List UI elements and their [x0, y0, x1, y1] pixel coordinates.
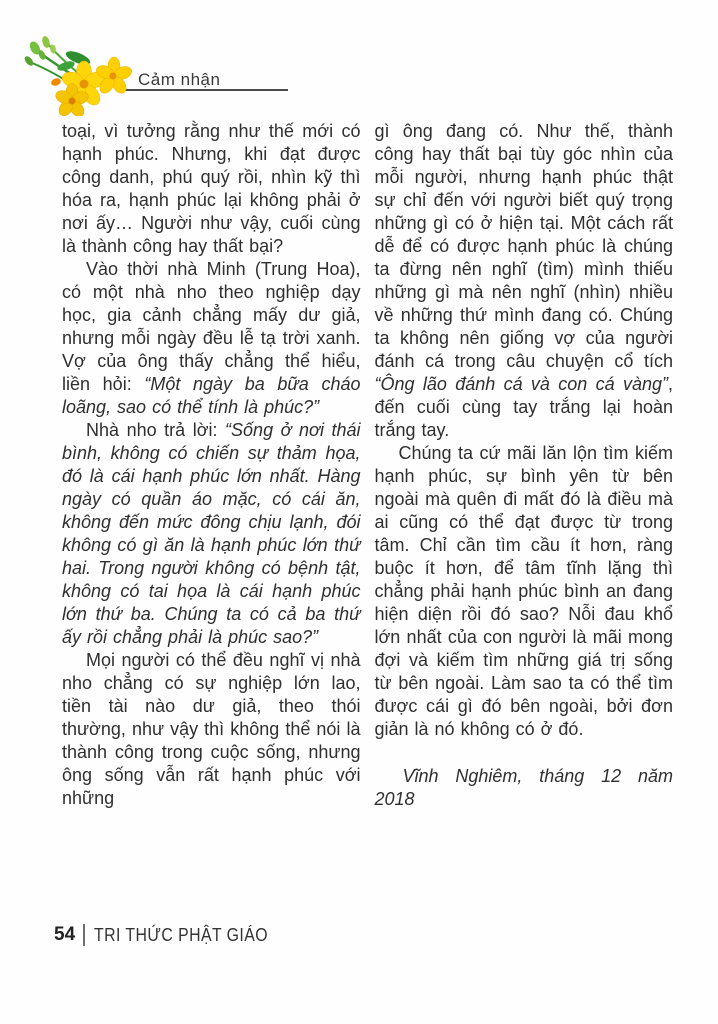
paragraph [375, 120, 674, 442]
quote-text-run: “Sống ở nơi thái bình, không có chiến sự thảm họa, đó là cái hạnh phúc lớn nhất. Hàng ngày có quần áo mặc, có cái ăn, không đến mức đông chịu lạnh, đói không có gì ăn là hạnh phúc lớn thứ hai. Trong người không có bệnh tật, không có tai họa là cái hạnh phúc lớn thứ ba. Chúng ta có cả ba thứ ấy rồi chẳng phải là phúc sao?” [62, 420, 361, 647]
article-body [62, 120, 673, 811]
page-number: 54 [54, 924, 76, 945]
footer-divider [83, 924, 85, 946]
paragraph [62, 258, 361, 419]
flower-decoration-icon [22, 36, 142, 116]
section-label: Cảm nhận [138, 70, 221, 89]
magazine-title: TRI THỨC PHẬT GIÁO [94, 924, 269, 945]
paragraph [62, 419, 361, 649]
text-run: gì ông đang có. Như thế, thành công hay thất bại tùy góc nhìn của mỗi người, nhưng hạnh phúc thật sự chỉ đến với người biết quý trọng những gì có ở hiện tại. Một cách rất dễ để có được hạnh phúc là chúng ta đừng nên nghĩ (tìm) mình thiếu những gì mà nên nghĩ (nhìn) nhiều về những thứ mình đang có. Chúng ta không nên giống vợ của người đánh cá trong câu chuyện cổ tích [374, 121, 673, 371]
quote-text-run: “Một ngày ba bữa cháo loãng, sao có thể tính là phúc?” [62, 374, 361, 417]
text-run: Mọi người có thể đều nghĩ vị nhà nho chẳng có sự nghiệp lớn lao, tiền tài nào dư giả, theo thói thường, như vậy thì không thể nói là thành công trong cuộc sống, nhưng ông sống vẫn rất hạnh phúc với những [62, 650, 361, 808]
quote-text-run: “Ông lão đánh cá và con cá vàng” [374, 374, 668, 394]
right-column [375, 120, 674, 811]
page-footer [54, 922, 292, 948]
signature-line: Vĩnh Nghiêm, tháng 12 năm [402, 766, 673, 786]
left-column [62, 120, 361, 811]
text-run: , đến cuối cùng tay trắng lại hoàn trắng tay. [374, 374, 673, 440]
text-run: Nhà nho trả lời: [86, 420, 226, 440]
paragraph [62, 120, 361, 258]
author-signature [375, 765, 674, 811]
text-run: Chúng ta cứ mãi lăn lộn tìm kiếm hạnh phúc, sự bình yên từ bên ngoài mà quên đi mất đó là điều mà ai cũng có thể đạt được từ trong tâm. Chỉ cần tìm cầu ít hơn, ràng buộc ít hơn, để tâm tĩnh lặng thì chẳng phải hạnh phúc bình an đang hiện diện rồi đó sao? Nỗi đau khổ lớn nhất của con người là mãi mong đợi và kiếm tìm những giá trị sống từ bên ngoài. Làm sao ta có thể tìm được cái gì đó bên ngoài, bởi đơn giản là nó không có ở đó. [374, 443, 673, 739]
paragraph [375, 442, 674, 741]
text-run: Vào thời nhà Minh (Trung Hoa), có một nhà nho theo nghiệp dạy học, gia cảnh chẳng mấy dư giả, nhưng mỗi ngày đều lễ tạ trời xanh. Vợ của ông thấy chẳng thể hiểu, liền hỏi: [62, 259, 361, 394]
signature-year: 2018 [374, 789, 415, 809]
paragraph [62, 649, 361, 810]
text-run: toại, vì tưởng rằng như thế mới có hạnh phúc. Nhưng, khi đạt được công danh, phú quý rồi, nhìn kỹ thì hóa ra, hạnh phúc lại không phải ở nơi ấy… Người như vậy, cuối cùng là thành công hay thất bại? [62, 121, 361, 256]
